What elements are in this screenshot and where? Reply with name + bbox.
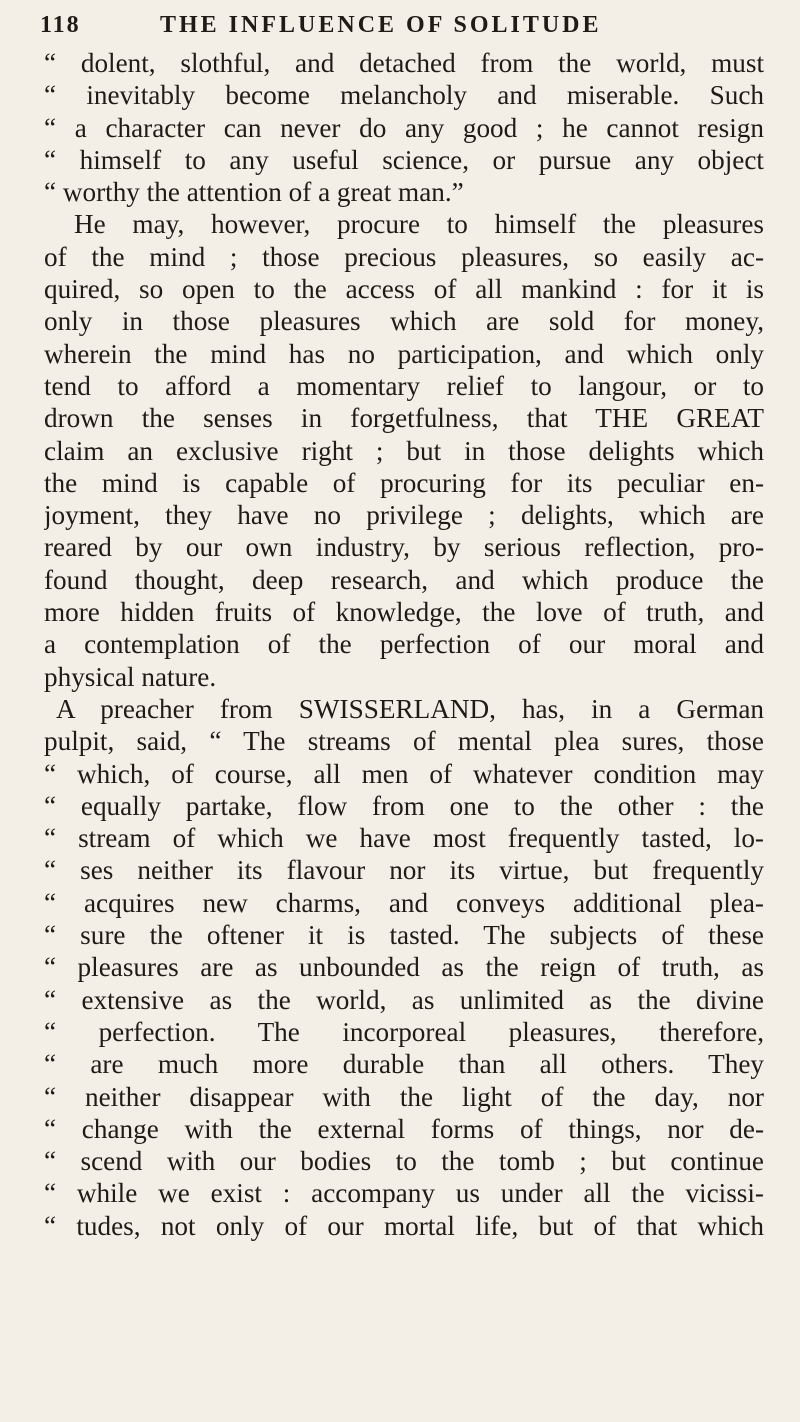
text-line: “ extensive as the world, as unlimited as the divine [44,984,764,1015]
text-line: more hidden fruits of knowledge, the love of truth, and [44,597,764,628]
text-line: “ scend with our bodies to the tomb ; but continue [44,1146,764,1177]
body-text [44,47,764,1242]
text-line: physical nature. [44,661,217,692]
text-line: “ pleasures are as unbounded as the reign of truth, as [44,952,764,983]
text-line: found thought, deep research, and which produce the [44,564,764,595]
text-line: “ acquires new charms, and conveys additional plea- [44,887,764,918]
text-line: quired, so open to the access of all mankind : for it is [44,274,764,305]
text-line: “ worthy the attention of a great man.” [44,177,464,208]
text-line: “ which, of course, all men of whatever condition may [44,758,764,789]
text-line: only in those pleasures which are sold for money, [44,306,764,337]
text-line: “ inevitably become melancholy and miserable. Such [44,80,764,111]
text-line: “ a character can never do any good ; he cannot resign [44,112,764,143]
text-line: pulpit, said, “ The streams of mental plea sures, those [44,726,764,757]
text-line: “ ses neither its flavour nor its virtue, but frequently [44,855,764,886]
text-line: the mind is capable of procuring for its peculiar en- [44,467,764,498]
text-line: “ equally partake, flow from one to the other : the [44,790,764,821]
text-line: “ neither disappear with the light of the day, nor [44,1081,764,1112]
text-line: of the mind ; those precious pleasures, so easily ac- [44,241,764,272]
text-line: “ dolent, slothful, and detached from the world, must [44,48,764,78]
text-line: reared by our own industry, by serious reflection, pro- [44,532,764,563]
text-line: “ tudes, not only of our mortal life, but of that which [44,1210,764,1241]
text-line: “ sure the oftener it is tasted. The subjects of these [44,920,764,951]
text-line: drown the senses in forgetfulness, that THE GREAT [44,403,764,434]
text-line: A preacher from SWISSERLAND, has, in a German [56,693,764,724]
page-number: 118 [40,12,81,38]
text-line: tend to afford a momentary relief to langour, or to [44,370,764,401]
text-line: “ perfection. The incorporeal pleasures, therefore, [44,1016,764,1047]
text-line: wherein the mind has no participation, and which only [44,338,764,369]
text-line: “ are much more durable than all others. They [44,1049,764,1080]
text-line: claim an exclusive right ; but in those delights which [44,435,764,466]
running-head [40,6,760,46]
text-line: a contemplation of the perfection of our moral and [44,629,764,660]
text-line: “ stream of which we have most frequently tasted, lo- [44,823,764,854]
text-line: joyment, they have no privilege ; delights, which are [44,500,764,531]
running-title: THE INFLUENCE OF SOLITUDE [160,12,602,38]
text-line: “ while we exist : accompany us under all the vicissi- [44,1178,764,1209]
text-line: He may, however, procure to himself the pleasures [74,209,764,240]
text-line: “ himself to any useful science, or pursue any object [44,144,764,175]
text-line: “ change with the external forms of things, nor de- [44,1113,764,1144]
